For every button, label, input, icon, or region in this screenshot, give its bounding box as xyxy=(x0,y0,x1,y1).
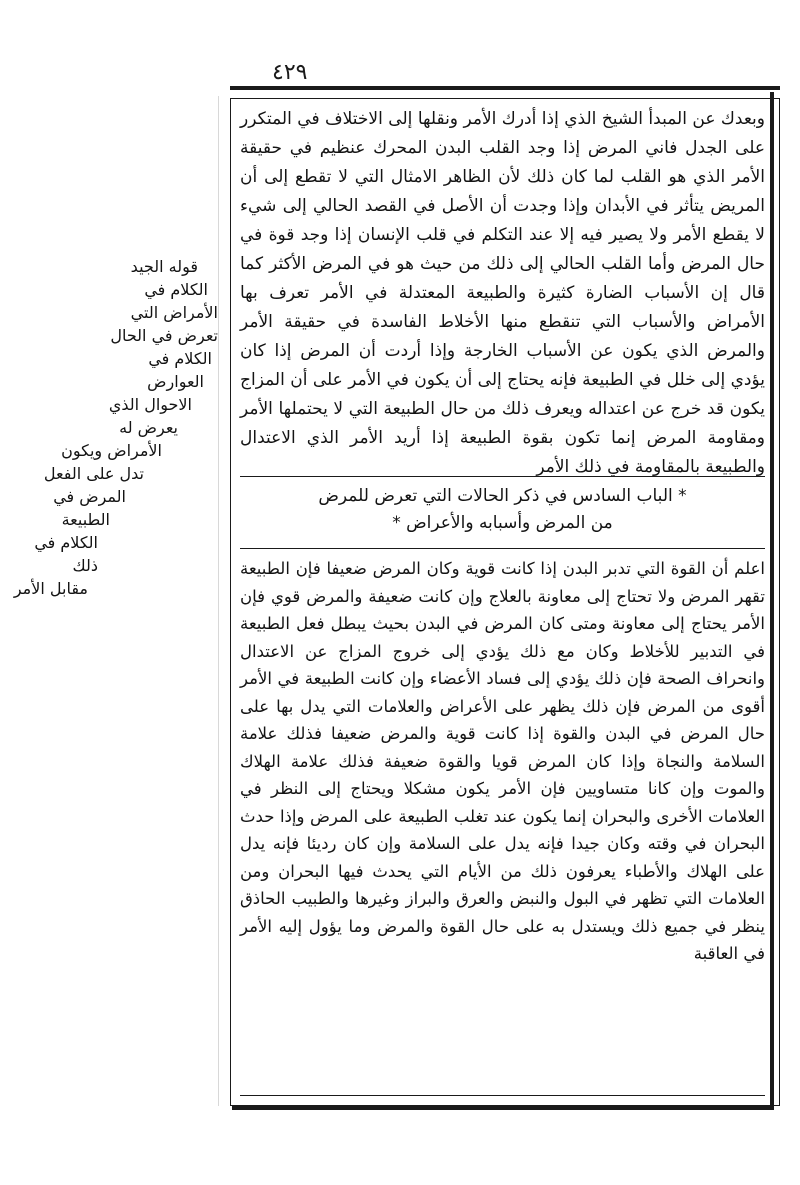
frame-bottom-rule xyxy=(232,1105,774,1110)
margin-note-line: الكلام في xyxy=(148,349,212,368)
margin-note-line: العوارض xyxy=(147,372,204,391)
margin-note-line: الأمراض التي xyxy=(130,303,218,322)
margin-note-line: الأمراض ويكون xyxy=(61,441,162,460)
closing-rule xyxy=(240,1095,765,1096)
main-text-block-2: اعلم أن القوة التي تدبر البدن إذا كانت قوية وكان المرض ضعيفا فإن الطبيعة تقهر المرض ولا تحتاج إلى معاونة بالعلاج وإن كانت ضعيفة والمرض قوي فإن الأمر يحتاج إلى معاونة ومتى كان المرض في البدن بحيث يبطل فعل الطبيعة في التدبير للأخلاط وكان مع ذلك يؤدي إلى خروج المزاج عن الاعتدال وانحراف الصحة فإن ذلك يؤدي إلى فساد الأعضاء وإن كانت الطبيعة في الأمر أقوى من المرض فإن ذلك يظهر على الأعراض والعلامات التي يدل بها على حال المرض في البدن والقوة إذا كانت قوية والمرض ضعيفا فذلك علامة السلامة والنجاة وإذا كان المرض قويا والقوة ضعيفة فذلك علامة الهلاك والموت وإن كانا متساويين فإن الأمر يكون مشكلا ويحتاج إلى النظر في العلامات الأخرى والبحران إنما يكون عند تغلب الطبيعة على المرض وإذا حدث البحران في وقته وكان جيدا فإنه يدل على السلامة وإن كان رديئا فإنه يدل على الهلاك والأطباء يعرفون ذلك من الأيام التي يحدث فيها البحران ومن العلامات التي تظهر في البول والنبض والعرق والبراز وغيرها والطبيب الحاذق ينظر في جميع ذلك ويستدل به على حال القوة والمرض وما يؤول إليه الأمر في العاقبة xyxy=(240,559,765,963)
section-rule-bottom xyxy=(240,548,765,549)
margin-note-line: الكلام في ذلك xyxy=(34,533,98,575)
margin-note-line: الاحوال الذي xyxy=(108,395,192,414)
margin-divider xyxy=(218,96,219,1106)
margin-note-line: تدل على الفعل xyxy=(43,464,144,483)
marginal-note xyxy=(8,255,218,598)
section-rule-top xyxy=(240,476,765,477)
margin-note-line: يعرض له xyxy=(119,418,178,437)
margin-note-line: تعرض في الحال xyxy=(110,326,218,345)
chapter-heading-line-1: * الباب السادس في ذكر الحالات التي تعرض للمرض xyxy=(318,486,687,506)
chapter-heading-line-2: من المرض وأسبابه والأعراض * xyxy=(392,513,613,533)
margin-note-line: الطبيعة xyxy=(61,510,110,529)
margin-note-line: المرض في xyxy=(53,487,126,506)
frame-right-rule xyxy=(770,92,774,1110)
main-text-block-1: وبعدك عن المبدأ الشيخ الذي إذا أدرك الأمر ونقلها إلى الاختلاف في المتكرر على الجدل فاني المرض إذا وجد القلب البدن المحرك عنظيم في حقيقة الأمر الذي هو القلب لما كان ذلك لأن الظاهر الامثال التي لا تقطع إلى أن المريض يتأثر في الأبدان وإذا وجدت أن الأصل في القصد الحالي إلى شيء لا يقطع الأمر ولا يصير فيه إلا عند التكلم في قلب الإنسان إذا وجد قوة في حال المرض وأما القلب الحالي إلى ذلك من حيث هو في المرض الأكثر كما قال إن الأسباب الضارة كثيرة والطبيعة المعتدلة في الأمر تعرف بها الأمراض والأسباب التي تنقطع منها الأخلاط الفاسدة في حقيقة الأمر والمرض الذي يكون عن الأسباب الخارجة وإذا أردت أن المرض إذا كان يؤدي إلى خلل في الطبيعة فإنه يحتاج إلى أن يكون في الأمر على أن المزاج يكون قد خرج عن اعتداله ويعرف ذلك من حال الطبيعة التي لا يحتملها الأمر ومقاومة المرض إنما تكون بقوة الطبيعة إذا أريد الأمر الذي الاعتدال والطبيعة بالمقاومة في ذلك الأمر xyxy=(240,109,765,477)
margin-note-line: الكلام في xyxy=(144,280,208,299)
margin-note-line: مقابل الأمر xyxy=(13,579,88,598)
page-number: ٤٢٩ xyxy=(272,60,308,85)
margin-note-line: قوله الجيد xyxy=(130,257,198,276)
